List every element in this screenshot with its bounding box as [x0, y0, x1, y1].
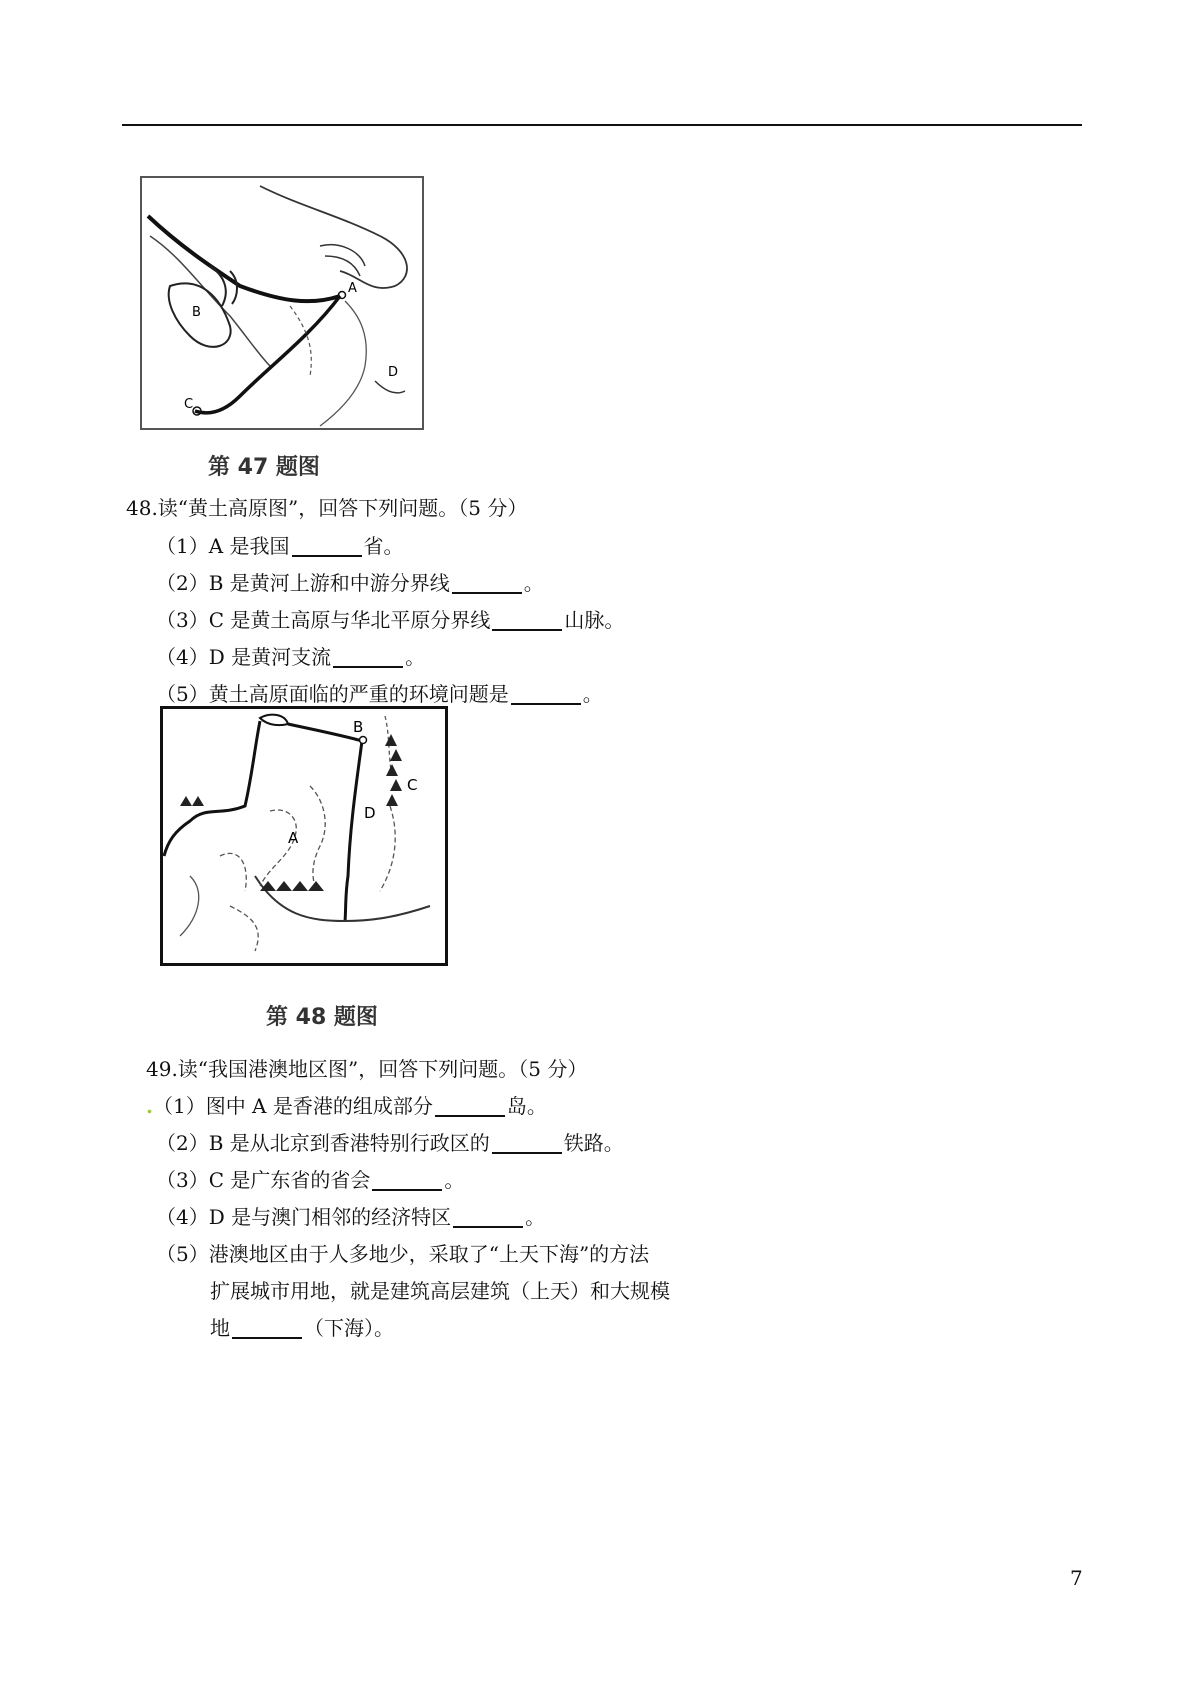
page-number: 7: [1070, 1566, 1083, 1590]
stray-mark: .: [146, 1094, 153, 1118]
header-rule: [122, 124, 1082, 126]
fig48-label-b: B: [353, 718, 364, 736]
q49-title: 49.读“我国港澳地区图”，回答下列问题。（5 分）: [146, 1057, 588, 1081]
figure-48-caption: 第 48 题图: [266, 1005, 378, 1030]
answer-blank[interactable]: [453, 1204, 523, 1228]
answer-blank[interactable]: [232, 1315, 302, 1339]
fig47-label-c: C: [184, 397, 194, 412]
q49-item-3: （3）C 是广东省的省会 。: [156, 1168, 465, 1192]
q49-item-1: .（1）图中 A 是香港的组成部分 岛。: [146, 1094, 547, 1118]
q48-item-5: （5）黄土高原面临的严重的环境问题是 。: [156, 682, 603, 706]
q48-item-3: （3）C 是黄土高原与华北平原分界线 山脉。: [156, 608, 625, 632]
q49-item-4: （4）D 是与澳门相邻的经济特区 。: [156, 1205, 546, 1229]
answer-blank[interactable]: [452, 570, 522, 594]
figure-48-map: [160, 706, 448, 966]
figure-47-map: [140, 176, 424, 430]
q48-item-1: （1）A 是我国 省。: [156, 534, 404, 558]
answer-blank[interactable]: [492, 1130, 562, 1154]
fig47-label-b: B: [192, 305, 201, 320]
q49-item-5-cont-2: 地 （下海）。: [210, 1316, 394, 1340]
q49-item-5: （5）港澳地区由于人多地少，采取了“上天下海”的方法: [156, 1242, 650, 1266]
answer-blank[interactable]: [435, 1093, 505, 1117]
answer-blank[interactable]: [292, 533, 362, 557]
figure-47-caption: 第 47 题图: [208, 455, 320, 480]
answer-blank[interactable]: [333, 644, 403, 668]
fig47-label-a: A: [348, 281, 357, 296]
answer-blank[interactable]: [492, 607, 562, 631]
q48-title: 48.读“黄土高原图”，回答下列问题。（5 分）: [126, 496, 528, 520]
fig48-label-c: C: [407, 776, 418, 794]
q49-item-5-cont-1: 扩展城市用地，就是建筑高层建筑（上天）和大规模: [210, 1279, 670, 1303]
fig48-label-a: A: [288, 829, 299, 847]
q48-item-4: （4）D 是黄河支流 。: [156, 645, 426, 669]
fig48-label-d: D: [364, 804, 376, 822]
answer-blank[interactable]: [511, 681, 581, 705]
q48-item-2: （2）B 是黄河上游和中游分界线 。: [156, 571, 544, 595]
answer-blank[interactable]: [372, 1167, 442, 1191]
q49-item-2: （2）B 是从北京到香港特别行政区的 铁路。: [156, 1131, 624, 1155]
fig47-label-d: D: [388, 365, 399, 380]
